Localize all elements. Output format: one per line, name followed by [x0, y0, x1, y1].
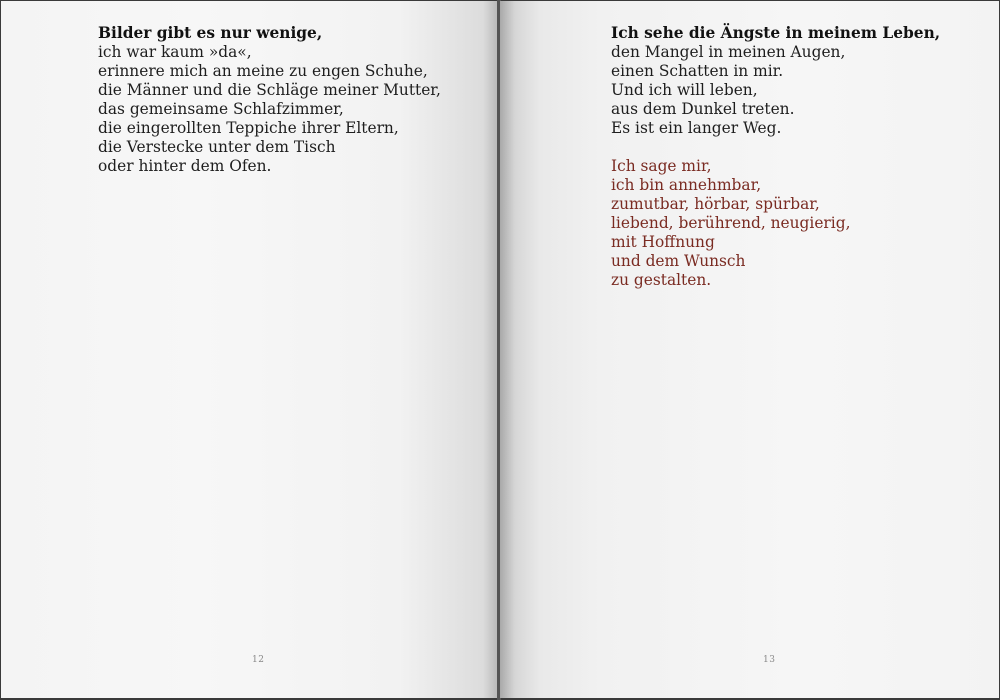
- page-number-right: 13: [763, 655, 776, 665]
- poem-line-title: Ich sehe die Ängste in meinem Leben,: [611, 24, 941, 42]
- poem-line: einen Schatten in mir.: [611, 62, 784, 80]
- right-page: [500, 1, 999, 698]
- poem-line-accent: und dem Wunsch: [611, 252, 746, 270]
- poem-line: erinnere mich an meine zu engen Schuhe,: [98, 62, 428, 80]
- poem-line-accent: ich bin annehmbar,: [611, 176, 762, 194]
- poem-line-accent: Ich sage mir,: [611, 157, 712, 175]
- poem-line-accent: zu gestalten.: [611, 271, 712, 289]
- poem-line: den Mangel in meinen Augen,: [611, 43, 846, 61]
- poem-line: aus dem Dunkel treten.: [611, 100, 795, 118]
- left-page: [1, 1, 498, 698]
- right-poem: [611, 24, 940, 290]
- poem-line: Es ist ein langer Weg.: [611, 119, 782, 137]
- stanza-break: [611, 138, 940, 157]
- poem-line: die eingerollten Teppiche ihrer Eltern,: [98, 119, 399, 137]
- poem-line-accent: mit Hoffnung: [611, 233, 715, 251]
- poem-line-title: Bilder gibt es nur wenige,: [98, 24, 323, 42]
- poem-line: die Männer und die Schläge meiner Mutter,: [98, 81, 441, 99]
- poem-line: ich war kaum »da«,: [98, 43, 252, 61]
- poem-line-accent: zumutbar, hörbar, spürbar,: [611, 195, 820, 213]
- poem-line-accent: liebend, berührend, neugierig,: [611, 214, 851, 232]
- poem-line: Und ich will leben,: [611, 81, 758, 99]
- poem-line: oder hinter dem Ofen.: [98, 157, 272, 175]
- poem-line: das gemeinsame Schlafzimmer,: [98, 100, 344, 118]
- page-number-left: 12: [252, 655, 265, 665]
- left-poem: [98, 24, 441, 176]
- poem-line: die Verstecke unter dem Tisch: [98, 138, 336, 156]
